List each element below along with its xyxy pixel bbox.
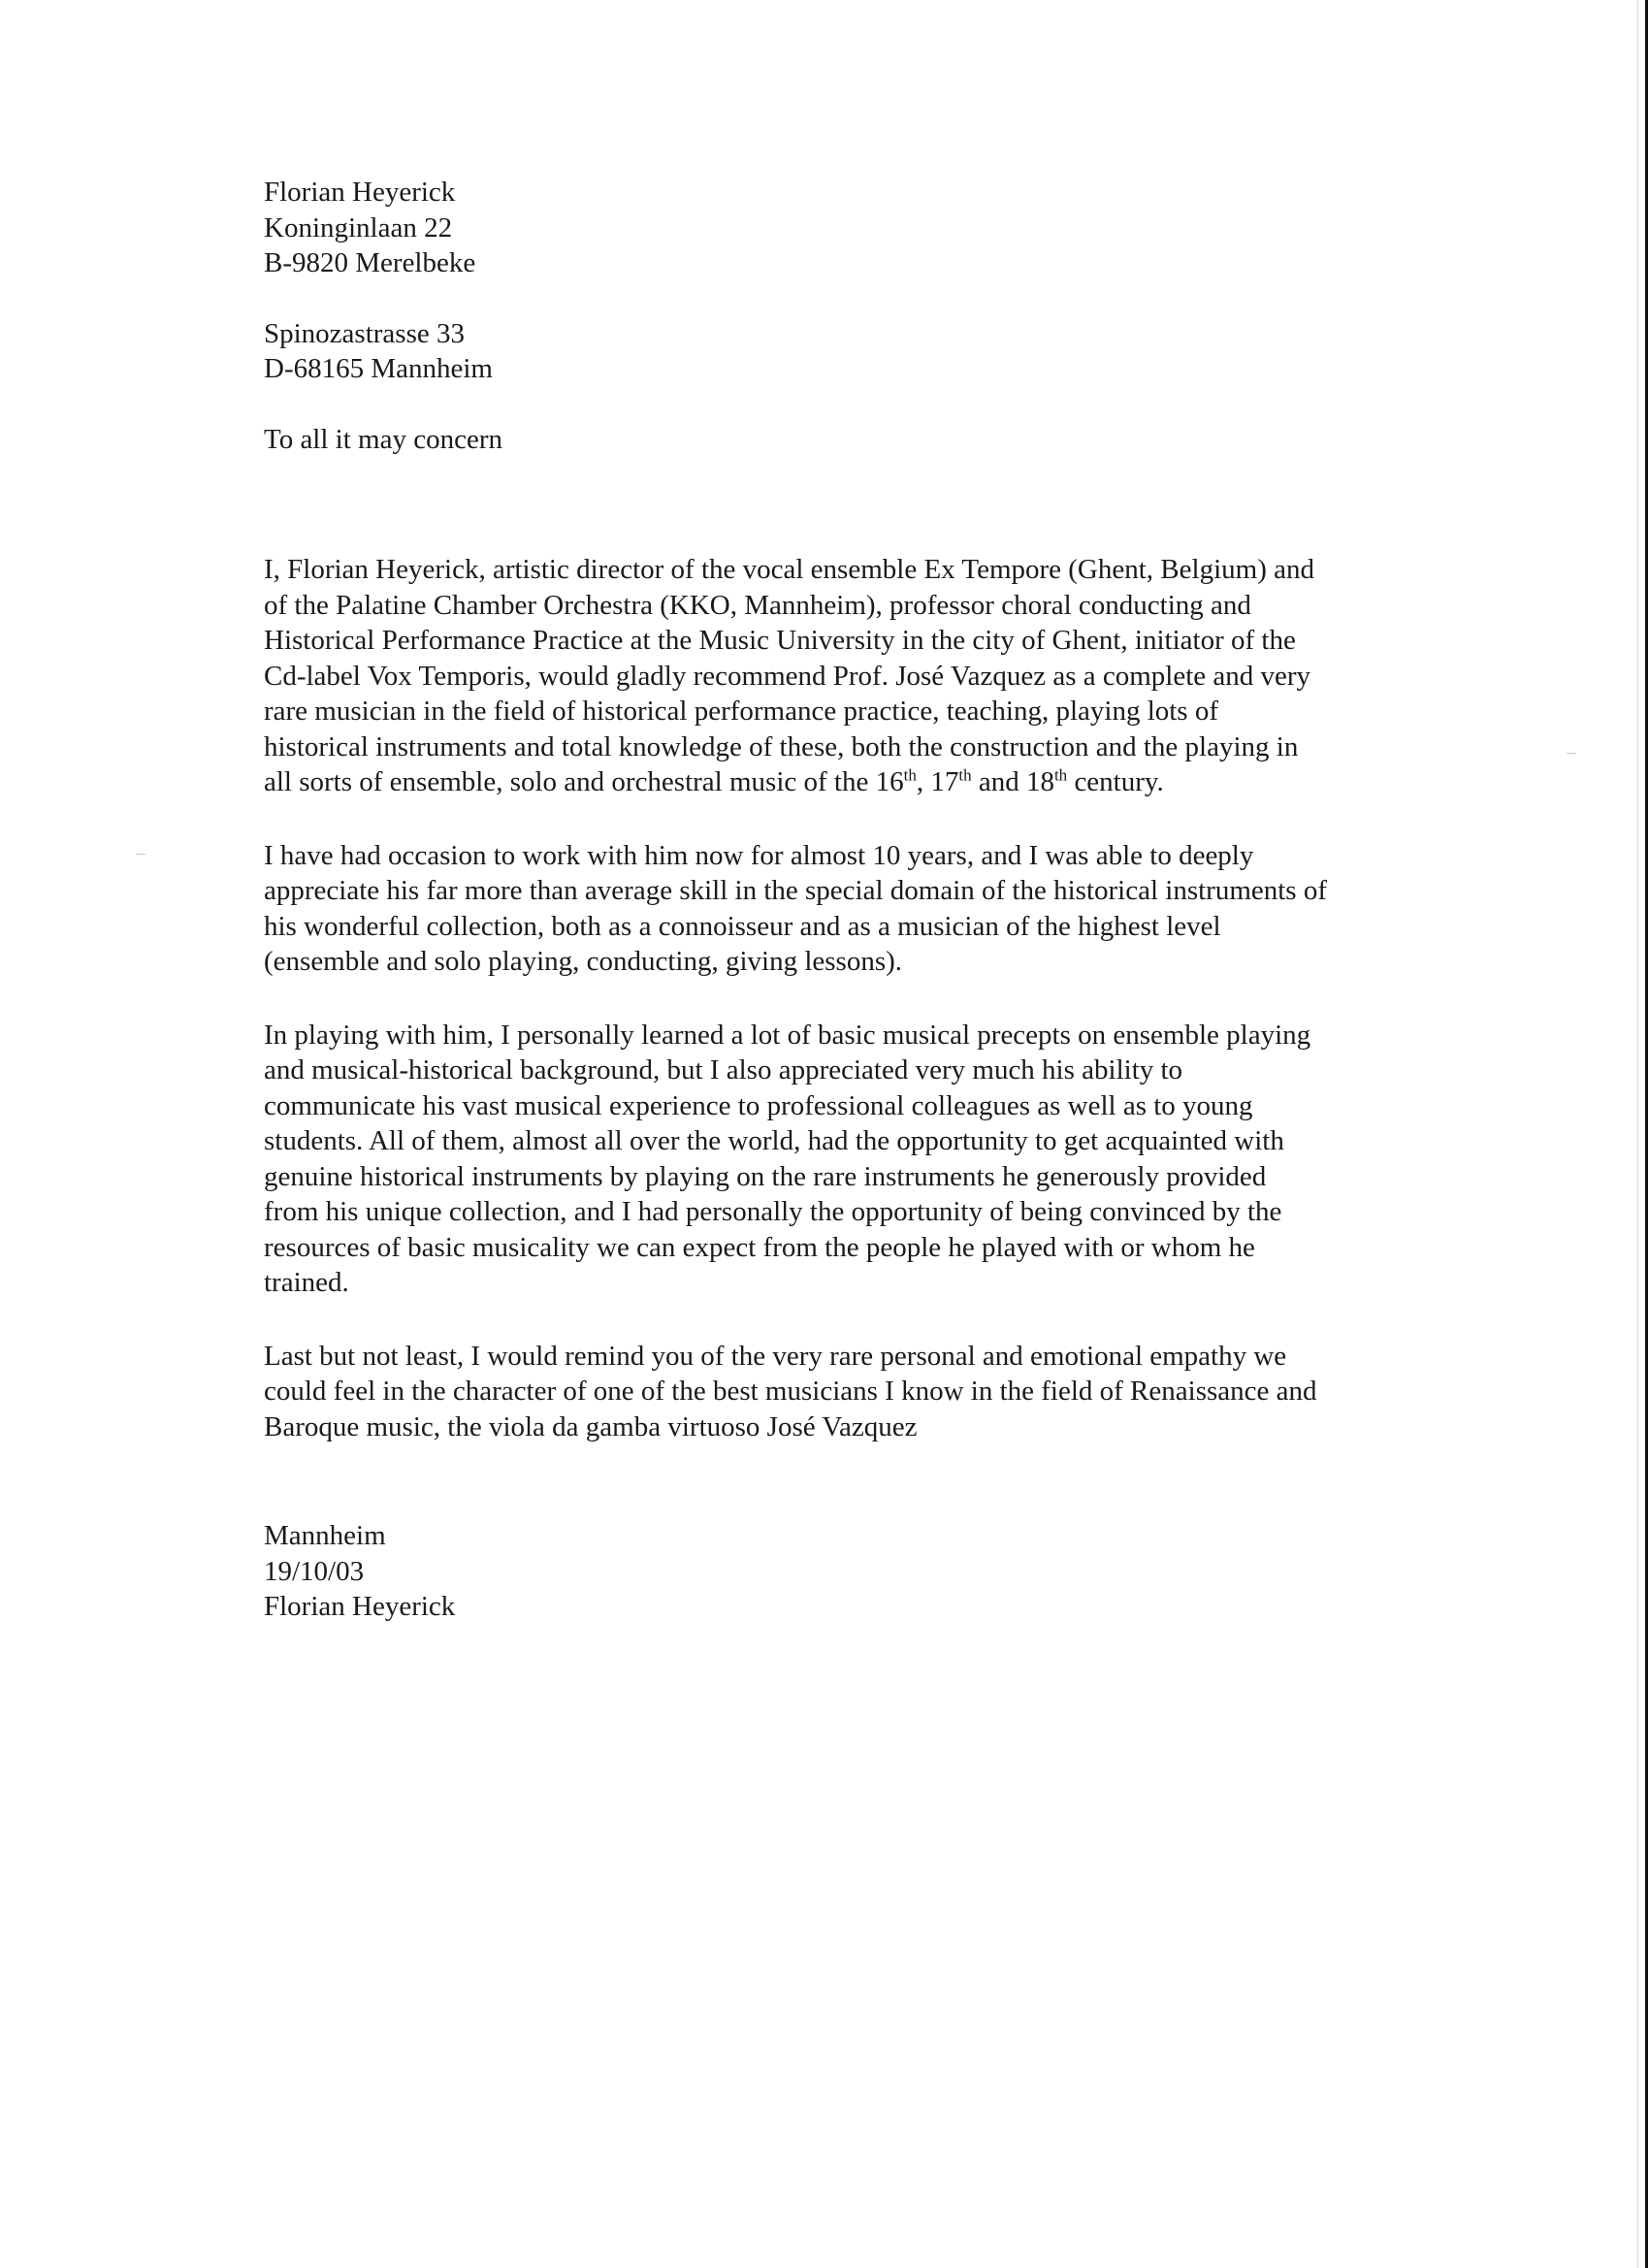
text-fragment: century. — [1067, 766, 1164, 797]
text-line: genuine historical instruments by playing on the rare instruments he generously provided — [264, 1160, 1267, 1192]
text-line: (ensemble and solo playing, conducting, giving lessons). — [264, 946, 903, 977]
recipient-address — [264, 316, 1447, 387]
sender-name: Florian Heyerick — [264, 177, 456, 208]
text-line: his wonderful collection, both as a connoisseur and as a musician of the highest level — [264, 910, 1221, 942]
sender-city: B-9820 Merelbeke — [264, 247, 476, 278]
sender-street: Koninginlaan 22 — [264, 211, 453, 243]
ordinal-suffix: th — [958, 765, 972, 785]
text-line: of the Palatine Chamber Orchestra (KKO, Mannheim), professor choral conducting and — [264, 589, 1251, 621]
text-line: Last but not least, I would remind you of the very rare personal and emotional empathy we — [264, 1340, 1287, 1372]
text-line: Cd-label Vox Temporis, would gladly recommend Prof. José Vazquez as a complete and very — [264, 660, 1311, 692]
closing-place: Mannheim — [264, 1520, 386, 1551]
salutation: To all it may concern — [264, 423, 502, 455]
text-line: could feel in the character of one of the best musicians I know in the field of Renaissance and — [264, 1376, 1317, 1407]
scan-speck — [136, 854, 146, 855]
paragraph-conclusion — [264, 1339, 1447, 1445]
text-line: resources of basic musicality we can expect from the people he played with or whom he — [264, 1231, 1255, 1263]
text-line: and musical-historical background, but I also appreciated very much his ability to — [264, 1054, 1183, 1085]
ordinal-suffix: th — [903, 765, 917, 785]
closing-block — [264, 1518, 1447, 1625]
text-line: historical instruments and total knowledge of these, both the construction and the playing in — [264, 730, 1299, 762]
text-line: I, Florian Heyerick, artistic director of the vocal ensemble Ex Tempore (Ghent, Belgium) and — [264, 554, 1314, 585]
recipient-street: Spinozastrasse 33 — [264, 317, 465, 349]
text-line: In playing with him, I personally learned a lot of basic musical precepts on ensemble playing — [264, 1019, 1311, 1051]
text-line: I have had occasion to work with him now for almost 10 years, and I was able to deeply — [264, 839, 1254, 871]
paragraph-teaching — [264, 1018, 1447, 1301]
paragraph-experience — [264, 838, 1447, 980]
text-line: appreciate his far more than average skill in the special domain of the historical instruments of — [264, 875, 1327, 906]
closing-signature-name: Florian Heyerick — [264, 1591, 456, 1622]
scan-speck — [1567, 753, 1576, 754]
page-edge-shadow — [1637, 0, 1638, 2268]
text-fragment: , 17 — [916, 766, 959, 797]
text-fragment: and 18 — [971, 766, 1054, 797]
text-line-centuries — [264, 764, 1447, 800]
text-line: students. All of them, almost all over the world, had the opportunity to get acquainted with — [264, 1125, 1284, 1156]
sender-address — [264, 175, 1447, 281]
text-line: from his unique collection, and I had personally the opportunity of being convinced by the — [264, 1196, 1282, 1227]
paragraph-recommendation — [264, 552, 1447, 800]
recipient-city: D-68165 Mannheim — [264, 353, 493, 384]
page-edge-line — [1645, 0, 1648, 2268]
closing-date: 19/10/03 — [264, 1555, 365, 1587]
text-fragment: all sorts of ensemble, solo and orchestral music of the 16 — [264, 766, 904, 797]
text-line: Baroque music, the viola da gamba virtuoso José Vazquez — [264, 1410, 918, 1442]
text-line: communicate his vast musical experience to professional colleagues as well as to young — [264, 1089, 1253, 1121]
text-line: Historical Performance Practice at the Music University in the city of Ghent, initiator of the — [264, 625, 1296, 656]
ordinal-suffix: th — [1053, 765, 1068, 785]
text-line: rare musician in the field of historical performance practice, teaching, playing lots of — [264, 696, 1219, 727]
letter — [264, 175, 1447, 1625]
text-line: trained. — [264, 1267, 349, 1298]
